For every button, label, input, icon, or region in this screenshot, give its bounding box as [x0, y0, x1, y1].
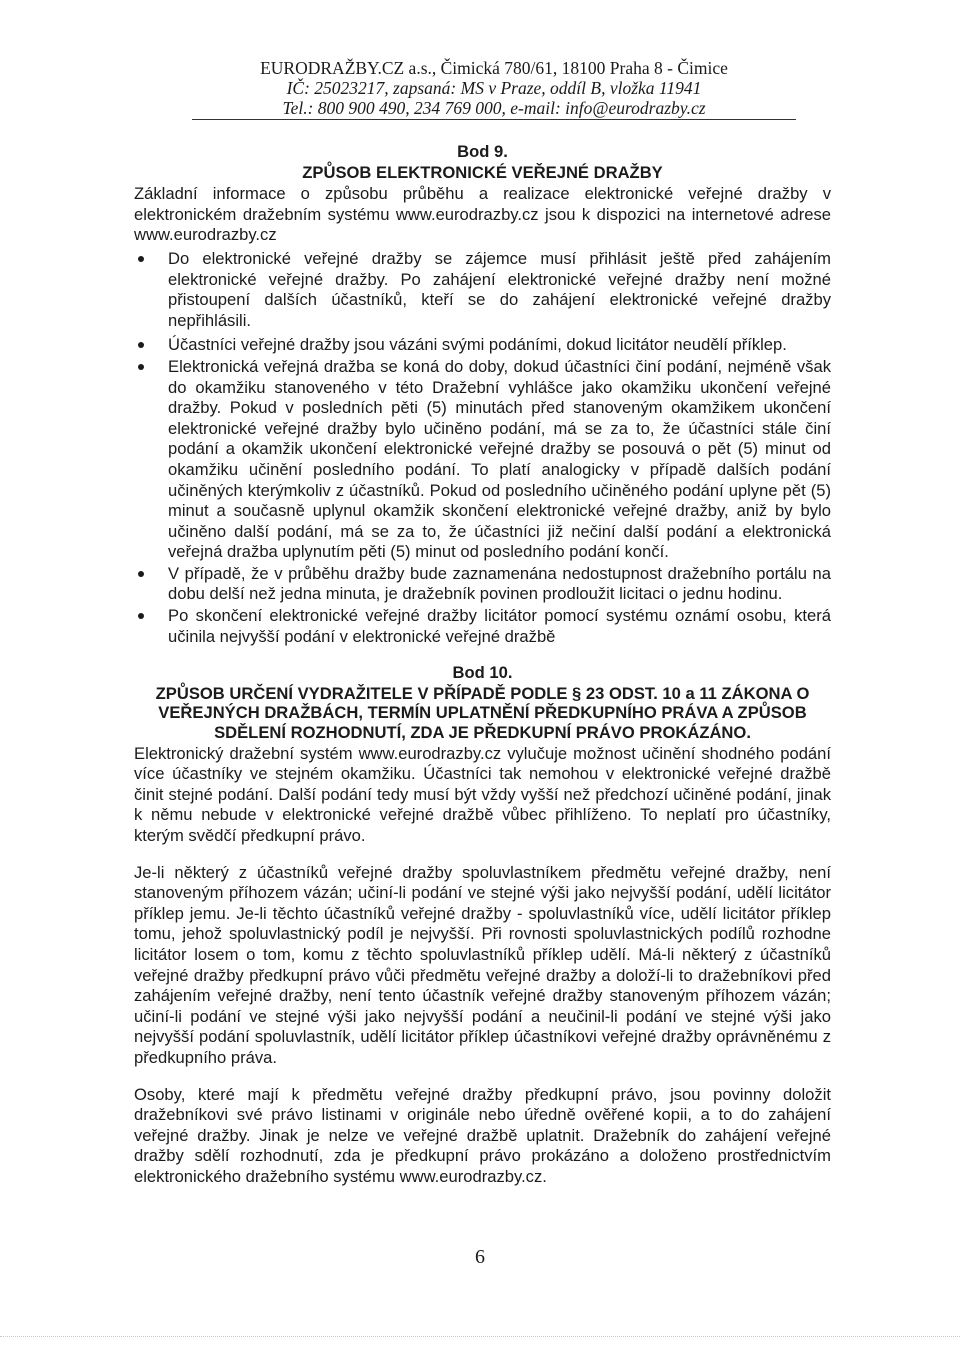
section-10-title: ZPŮSOB URČENÍ VYDRAŽITELE V PŘÍPADĚ PODLE § 23 ODST. 10 a 11 ZÁKONA O VEŘEJNÝCH DRAŽBÁCH, TERMÍN UPLATNĚNÍ PŘEDKUPNÍHO PRÁVA A ZPŮSOB SDĚLENÍ ROZHODNUTÍ, ZDA JE PŘEDKUPNÍ PRÁVO PROKÁZÁNO. — [155, 683, 810, 743]
section-9 — [134, 142, 831, 647]
section-10-number: Bod 10. — [452, 663, 513, 683]
section-9-number: Bod 9. — [457, 142, 508, 161]
section-9-title: ZPŮSOB ELEKTRONICKÉ VEŘEJNÉ DRAŽBY — [302, 162, 663, 182]
bullet-item: Po skončení elektronické veřejné dražby licitátor pomocí systému oznámí osobu, která učinila nejvyšší podání v elektronické veřejné dražbě — [134, 606, 831, 647]
section-10-paragraph: Elektronický dražební systém www.eurodrazby.cz vylučuje možnost učinění shodného podání více účastníky ve stejném okamžiku. Účastníci tak nemohou v elektronické veřejné dražbě činit stejné podání. Další podání tedy musí být vždy vyšší než předchozí učiněné podání, jinak k němu nebude v elektronické veřejné dražbě vůbec přihlíženo. To neplatí pro účastníky, kterým svědčí předkupní právo. — [134, 743, 831, 845]
document-body — [134, 142, 831, 1188]
bullet-item: Elektronická veřejná dražba se koná do doby, dokud účastníci činí podání, nejméně však do okamžiku stanoveného v této Dražební vyhlášce jako okamžiku ukončení veřejné dražby. Pokud v posledních pěti (5) minutách před stanoveným okamžikem ukončení elektronické veřejné dražby bylo učiněno podání, má se za to, že účastníci stále činí podání a okamžik ukončení elektronické veřejné dražby se posouvá o pět (5) minut od okamžiku učinění posledního podání. To platí analogicky v případě dalších podání učiněných kterýmkoliv z účastníků. Pokud od posledního učiněného podání uplyne pět (5) minut a současně uplynul okamžik skončení elektronické veřejné dražby, aniž by bylo učiněno další podání, má se za to, že účastníci již nečiní další podání a elektronická veřejná dražba uplynutím pěti (5) minut od posledního podání končí. — [134, 357, 831, 563]
scan-edge-line — [0, 1336, 960, 1337]
letterhead-company-line: EURODRAŽBY.CZ a.s., Čimická 780/61, 18100 Praha 8 - Čimice — [260, 58, 728, 78]
letterhead-contact-line: Tel.: 800 900 490, 234 769 000, e-mail: info@eurodrazby.cz — [282, 98, 706, 118]
bullet-item: V případě, že v průběhu dražby bude zaznamenána nedostupnost dražebního portálu na dobu delší než jedna minuta, je dražebník povinen prodloužit licitaci o jednu hodinu. — [134, 564, 831, 605]
bullet-item: Do elektronické veřejné dražby se zájemce musí přihlásit ještě před zahájením elektronické veřejné dražby. Po zahájení elektronické veřejné dražby není možné přistoupení dalších účastníků, kteří se do zahájení elektronické veřejné dražby nepřihlásili. — [134, 249, 831, 331]
letterhead-registration-line: IČ: 25023217, zapsaná: MS v Praze, oddíl B, vložka 11941 — [286, 78, 702, 98]
section-10-paragraph: Osoby, které mají k předmětu veřejné dražby předkupní právo, jsou povinny doložit dražebníkovi své právo listinami v originále nebo úředně ověřené kopii, a to do zahájení veřejné dražby. Jinak je nelze ve veřejné dražbě uplatnit. Dražebník do zahájení veřejné dražby sdělí rozhodnutí, zda je předkupní právo prokázáno a doloženo prostřednictvím elektronického dražebního systému www.eurodrazby.cz. — [134, 1084, 831, 1186]
section-9-intro: Základní informace o způsobu průběhu a realizace elektronické veřejné dražby v elektronickém dražebním systému www.eurodrazby.cz jsou k dispozici na internetové adrese www.eurodrazby.cz — [134, 184, 831, 245]
section-10 — [134, 663, 831, 1187]
letterhead — [192, 58, 796, 118]
section-10-paragraph: Je-li některý z účastníků veřejné dražby spoluvlastníkem předmětu veřejné dražby, není stanoveným příhozem vázán; učiní-li podání ve stejné výši jako nejvyšší podání, udělí licitátor příklep jemu. Je-li těchto účastníků veřejné dražby - spoluvlastníků více, udělí licitátor příklep tomu, jehož spoluvlastnický podíl je nejvyšší. Při rovnosti spoluvlastnických podílů rozhodne licitátor losem o tom, komu z těchto spoluvlastníků příklep udělí. Má-li některý z účastníků veřejné dražby předkupní právo vůči předmětu veřejné dražby a doloží-li to dražebníkovi před zahájením veřejné dražby, není tento účastník veřejné dražby stanoveným příhozem vázán; učiní-li podání ve stejné výši jako nejvyšší podání a neučinil-li podání ve stejné výši jako nejvyšší podání spoluvlastník, udělí licitátor příklep účastníkovi veřejné dražby oprávněnému z předkupního práva. — [134, 862, 831, 1067]
section-9-bullet-list — [134, 249, 831, 647]
letterhead-divider — [192, 119, 796, 120]
bullet-item: Účastníci veřejné dražby jsou vázáni svými podáními, dokud licitátor neudělí příklep. — [134, 335, 831, 356]
page-number: 6 — [475, 1246, 485, 1268]
